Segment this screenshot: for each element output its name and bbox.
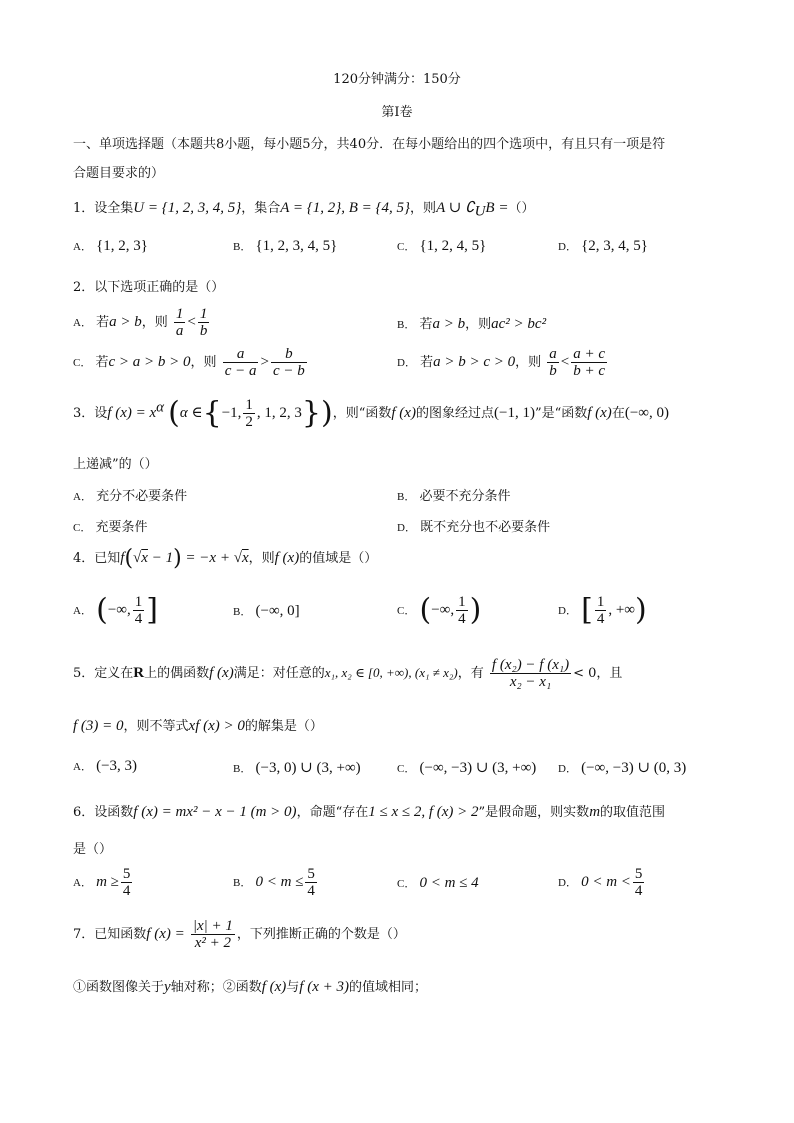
q1-text: ，集合 [241, 201, 281, 216]
question-3-line2: 上递减”的（） [73, 457, 158, 472]
question-6-line2: 是（） [73, 842, 113, 857]
q1-expr: A ∪ ∁ [436, 200, 475, 216]
q4-option-c: C． (−∞, $\frac{1}{4}$ ) [397, 592, 482, 628]
question-1-stem [73, 197, 534, 221]
q1-text: ，则 [410, 201, 437, 216]
q3-option-a: A． 充分不必要条件 [73, 489, 188, 504]
q2-option-b: B． 若a > b，则ac² > bc² [397, 316, 547, 332]
q6-option-a: A． m ≥ $\frac{5}{4}$ [73, 866, 131, 899]
q5-option-a: A． (−3, 3) [73, 758, 138, 774]
q2-option-d: D． 若a > b > c > 0，则 $\frac{a}{b}$ < $\frac{a + c}{b + c}$ [397, 346, 606, 379]
q4-option-d: D． [ $\frac{1}{4}$ , +∞) [558, 592, 647, 628]
q3-option-c: C． 充要条件 [73, 520, 148, 535]
q1-universal-set: U = {1, 2, 3, 4, 5} [133, 200, 242, 216]
q4-option-b: B． (−∞, 0] [233, 603, 300, 619]
q3-option-d: D． 既不充分也不必要条件 [397, 520, 551, 535]
question-4-stem: 4．已知f(√x − 1) = −x + √x，则f (x)的值域是（） [73, 546, 378, 571]
question-5-line2: f (3) = 0，则不等式xf (x) > 0的解集是（） [73, 718, 323, 734]
q1-option-a: A． {1, 2, 3} [73, 238, 148, 254]
q5-option-d: D． (−∞, −3) ∪ (0, 3) [558, 760, 687, 776]
q2-option-c: C． 若c > a > b > 0，则 $\frac{a}{c - a}$ > $\frac{b}{c - b}$ [73, 346, 305, 379]
section-intro-line1: 一、单项选择题（本题共8小题，每小题5分，共40分．在每小题给出的四个选项中，有且只有一项是符 [73, 137, 666, 152]
question-5-stem: 5．定义在R上的偶函数f (x)满足：对任意的x₁, x₂ ∈ [0, +∞), (x₁ ≠ x₂)，有 $\frac{\text{f (x₂) − f (x₁)}}{\text{x₂ − x₁}}$ < 0，且 [73, 657, 623, 690]
question-2-stem: 2．以下选项正确的是（） [73, 280, 225, 295]
question-7-stem: 7．已知函数f (x) = $\frac{|x| + 1}{\text{x² + 2}}$ ，下列推断正确的个数是（） [73, 918, 406, 951]
q6-option-c: C． 0 < m ≤ 4 [397, 875, 479, 891]
volume-title: 第Ⅰ卷 [381, 105, 413, 120]
q1-sets: A = {1, 2}, B = {4, 5} [280, 200, 411, 216]
q1-text: 1．设全集 [73, 201, 134, 216]
q1-option-b: B． {1, 2, 3, 4, 5} [233, 238, 338, 254]
q1-blank: （） [508, 201, 535, 216]
question-3-stem: 3．设f $(x) = x^\alpha$ (α ∈{−1, $\frac{1}{2}$ , 1, 2, 3})，则“函数f (x)的图象经过点(−1, 1)”是“函数f (x)在(−∞, 0) [73, 395, 669, 431]
section-intro-line2: 合题目要求的） [73, 166, 165, 181]
q4-option-a: A． (−∞, $\frac{1}{4}$ ] [73, 592, 158, 628]
question-7-item-1-2: ①函数图像关于y轴对称；②函数f (x)与f (x + 3)的值域相同； [73, 979, 427, 995]
q1-expr-b: B = [485, 200, 509, 216]
q5-option-c: C． (−∞, −3) ∪ (3, +∞) [397, 760, 537, 776]
exam-time-score: 120分钟满分：150分 [333, 72, 461, 87]
q1-option-d: D． {2, 3, 4, 5} [558, 238, 648, 254]
q1-option-c: C． {1, 2, 4, 5} [397, 238, 487, 254]
q1-expr-sub: U [474, 203, 486, 220]
q6-option-d: D． 0 < m < $\frac{5}{4}$ [558, 866, 643, 899]
q6-option-b: B． 0 < m ≤ $\frac{5}{4}$ [233, 866, 315, 899]
question-6-stem: 6．设函数f (x) = mx² − x − 1 (m > 0)，命题“存在1 ≤ x ≤ 2, f (x) > 2”是假命题，则实数m的取值范围 [73, 804, 666, 820]
q5-option-b: B． (−3, 0) ∪ (3, +∞) [233, 760, 361, 776]
q3-option-b: B． 必要不充分条件 [397, 489, 511, 504]
q2-option-a: A． 若a > b，则 $\frac{1}{a}$ < $\frac{1}{b}$ [73, 306, 208, 339]
